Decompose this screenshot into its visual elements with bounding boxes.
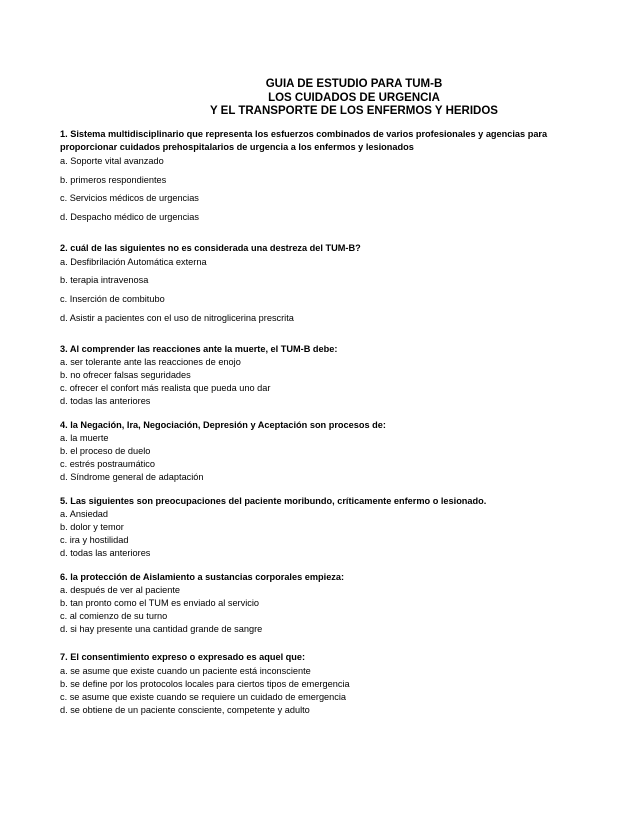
- question-7-option-c: c. se asume que existe cuando se requiere un cuidado de emergencia: [60, 692, 347, 702]
- title-line-2: LOS CUIDADOS DE URGENCIA: [268, 91, 440, 104]
- question-1-text: 1. Sistema multidisciplinario que representa los esfuerzos combinados de varios profesionales y agencias para proporcionar cuidados prehospitalarios de urgencia a los enfermos y lesionados: [60, 129, 548, 152]
- question-3-option-b: b. no ofrecer falsas seguridades: [60, 370, 191, 380]
- question-6-option-d: d. si hay presente una cantidad grande de sangre: [60, 624, 263, 634]
- question-3-option-d: d. todas las anteriores: [60, 396, 151, 406]
- question-1-option-d: d. Despacho médico de urgencias: [60, 212, 199, 222]
- question-7-text: 7. El consentimiento expreso o expresado es aquel que:: [60, 652, 306, 662]
- question-2-option-d: d. Asistir a pacientes con el uso de nitroglicerina prescrita: [60, 313, 294, 323]
- document-title: [0, 78, 638, 119]
- question-4-option-c: c. estrés postraumático: [60, 459, 155, 469]
- title-line-3: Y EL TRANSPORTE DE LOS ENFERMOS Y HERIDOS: [210, 105, 498, 117]
- question-1-option-c: c. Servicios médicos de urgencias: [60, 193, 199, 203]
- title-line-1: GUIA DE ESTUDIO PARA TUM-B: [265, 78, 443, 90]
- question-6-text: 6. la protección de Aislamiento a sustancias corporales empieza:: [60, 572, 345, 582]
- question-2-text: 2. cuál de las siguientes no es considerada una destreza del TUM-B?: [60, 243, 361, 253]
- question-7-option-a: a. se asume que existe cuando un paciente está inconsciente: [60, 666, 311, 676]
- question-1-option-a: a. Soporte vital avanzado: [60, 156, 164, 166]
- question-7-option-b: b. se define por los protocolos locales para ciertos tipos de emergencia: [60, 679, 350, 689]
- question-2-option-c: c. Inserción de combitubo: [60, 294, 165, 304]
- question-2-option-b: b. terapia intravenosa: [60, 275, 149, 285]
- question-6-option-b: b. tan pronto como el TUM es enviado al servicio: [60, 598, 259, 608]
- question-4-text: 4. la Negación, Ira, Negociación, Depresión y Aceptación son procesos de:: [60, 420, 386, 430]
- question-6-option-a: a. después de ver al paciente: [60, 585, 181, 595]
- question-7-option-d: d. se obtiene de un paciente consciente, competente y adulto: [60, 705, 310, 715]
- question-5-option-b: b. dolor y temor: [60, 522, 124, 532]
- question-1-option-b: b. primeros respondientes: [60, 175, 167, 185]
- question-3-option-a: a. ser tolerante ante las reacciones de enojo: [60, 357, 241, 367]
- question-5-option-a: a. Ansiedad: [60, 509, 109, 519]
- question-3-text: 3. Al comprender las reacciones ante la muerte, el TUM-B debe:: [60, 344, 338, 354]
- question-6-option-c: c. al comienzo de su turno: [60, 611, 168, 621]
- question-5-option-c: c. ira y hostilidad: [60, 535, 129, 545]
- question-5-text: 5. Las siguientes son preocupaciones del paciente moribundo, críticamente enfermo o lesionado.: [60, 496, 487, 506]
- question-4-option-d: d. Síndrome general de adaptación: [60, 472, 204, 482]
- question-4-option-b: b. el proceso de duelo: [60, 446, 151, 456]
- question-3-option-c: c. ofrecer el confort más realista que pueda uno dar: [60, 383, 271, 393]
- question-4-option-a: a. la muerte: [60, 433, 109, 443]
- question-5-option-d: d. todas las anteriores: [60, 548, 151, 558]
- question-2-option-a: a. Desfibrilación Automática externa: [60, 257, 207, 267]
